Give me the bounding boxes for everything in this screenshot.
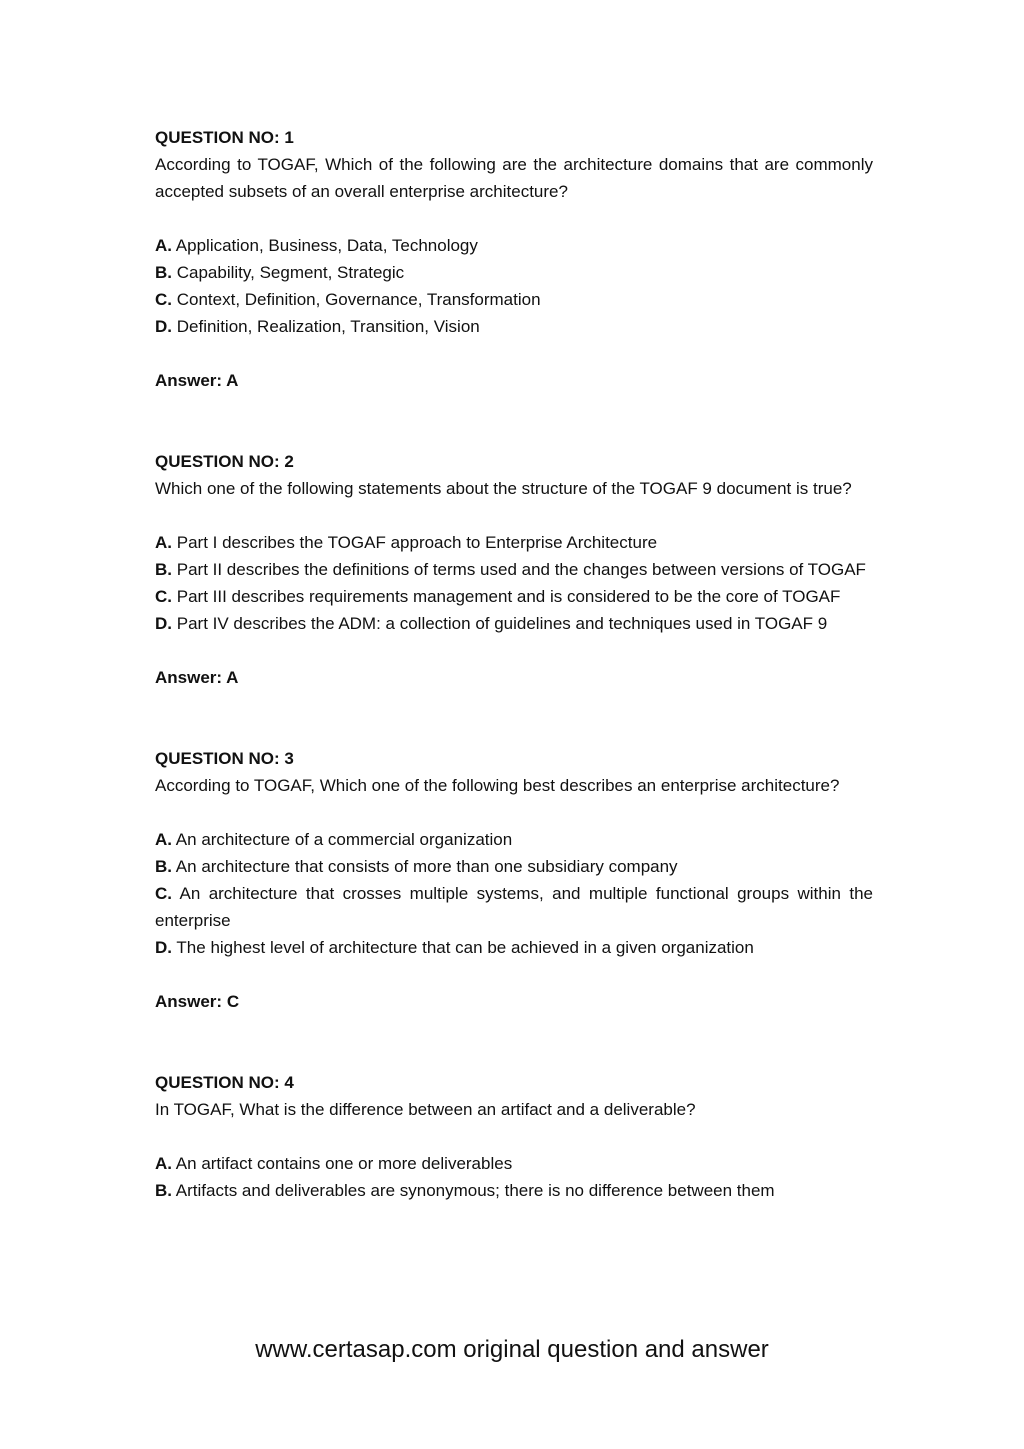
option-text: Context, Definition, Governance, Transformation (176, 290, 541, 309)
question-block (155, 448, 873, 691)
option-letter: A. (155, 1154, 172, 1173)
option-item (155, 583, 873, 610)
option-letter: A. (155, 830, 172, 849)
option-item (155, 1177, 873, 1204)
option-text: An architecture that crosses multiple systems, and multiple functional groups within the enterprise (155, 884, 873, 930)
option-item (155, 232, 873, 259)
option-item (155, 259, 873, 286)
question-text: In TOGAF, What is the difference between an artifact and a deliverable? (155, 1100, 696, 1119)
answer-label: Answer: (155, 992, 223, 1011)
answer-label: Answer: (155, 371, 223, 390)
option-letter: A. (155, 236, 172, 255)
option-text: Part I describes the TOGAF approach to Enterprise Architecture (176, 533, 658, 552)
options-list (155, 529, 873, 637)
option-text: Definition, Realization, Transition, Vision (176, 317, 480, 336)
answer-line (155, 988, 873, 1015)
option-text: Artifacts and deliverables are synonymous; there is no difference between them (175, 1181, 775, 1200)
question-block (155, 745, 873, 1015)
option-letter: C. (155, 884, 172, 903)
option-item (155, 610, 873, 637)
option-item (155, 934, 873, 961)
option-letter: D. (155, 317, 172, 336)
options-list (155, 1150, 873, 1204)
option-text: An artifact contains one or more deliverables (175, 1154, 513, 1173)
option-letter: A. (155, 533, 172, 552)
option-item (155, 529, 873, 556)
option-letter: B. (155, 1181, 172, 1200)
question-block (155, 1069, 873, 1204)
option-item (155, 556, 873, 583)
option-letter: B. (155, 857, 172, 876)
option-text: Capability, Segment, Strategic (176, 263, 405, 282)
option-letter: D. (155, 938, 172, 957)
question-number: QUESTION NO: 1 (155, 128, 294, 147)
question-number: QUESTION NO: 2 (155, 452, 294, 471)
option-text: An architecture of a commercial organization (175, 830, 513, 849)
question-text: According to TOGAF, Which one of the following best describes an enterprise architecture? (155, 776, 840, 795)
option-text: Application, Business, Data, Technology (175, 236, 478, 255)
options-list (155, 826, 873, 961)
answer-line (155, 367, 873, 394)
option-text: An architecture that consists of more than one subsidiary company (175, 857, 678, 876)
document-body (155, 124, 873, 1204)
option-item (155, 853, 873, 880)
option-letter: B. (155, 263, 172, 282)
question-number: QUESTION NO: 4 (155, 1073, 294, 1092)
option-letter: B. (155, 560, 172, 579)
answer-value: A (226, 668, 239, 687)
option-letter: C. (155, 587, 172, 606)
question-text: According to TOGAF, Which of the following are the architecture domains that are commonly accepted subsets of an overall enterprise architecture? (155, 155, 873, 201)
answer-line (155, 664, 873, 691)
option-item (155, 880, 873, 934)
question-number: QUESTION NO: 3 (155, 749, 294, 768)
option-letter: C. (155, 290, 172, 309)
option-item (155, 313, 873, 340)
option-text: Part III describes requirements management and is considered to be the core of TOGAF (176, 587, 841, 606)
option-text: The highest level of architecture that can be achieved in a given organization (176, 938, 754, 957)
question-text: Which one of the following statements about the structure of the TOGAF 9 document is true? (155, 479, 852, 498)
option-item (155, 1150, 873, 1177)
answer-label: Answer: (155, 668, 223, 687)
option-text: Part II describes the definitions of terms used and the changes between versions of TOGAF (176, 560, 866, 579)
options-list (155, 232, 873, 340)
question-block (155, 124, 873, 394)
option-item (155, 826, 873, 853)
page-footer: www.certasap.com original question and answer (255, 1336, 769, 1363)
answer-value: C (226, 992, 240, 1011)
answer-value: A (226, 371, 239, 390)
option-letter: D. (155, 614, 172, 633)
option-text: Part IV describes the ADM: a collection of guidelines and techniques used in TOGAF 9 (176, 614, 828, 633)
option-item (155, 286, 873, 313)
